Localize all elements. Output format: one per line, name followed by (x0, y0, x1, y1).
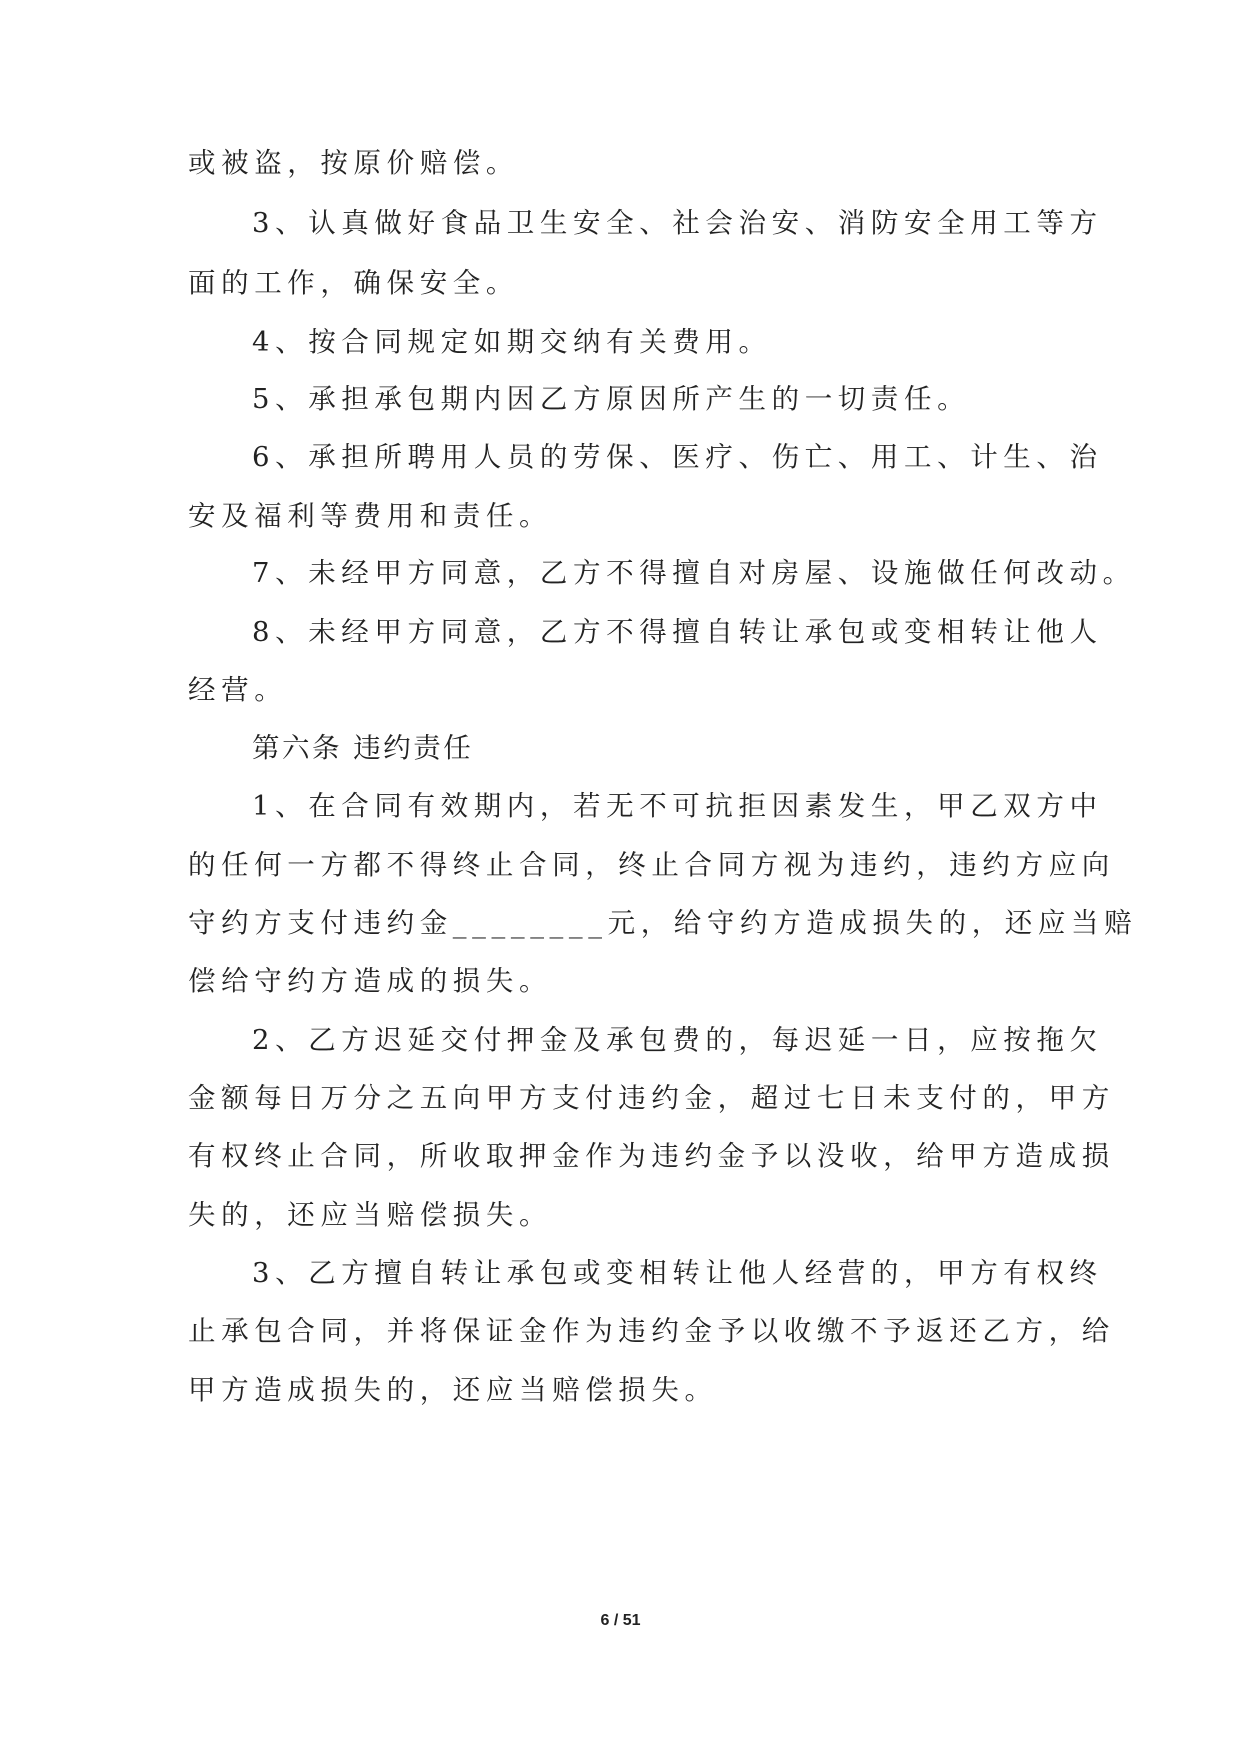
body-text-line: 有权终止合同，所收取押金作为违约金予以没收，给甲方造成损 (188, 1140, 1115, 1172)
body-text-line: 守约方支付违约金________元，给守约方造成损失的，还应当赔 (188, 907, 1138, 939)
body-text-line: 止承包合同，并将保证金作为违约金予以收缴不予返还乙方，给 (188, 1315, 1115, 1347)
body-text-line: 5、承担承包期内因乙方原因所产生的一切责任。 (252, 383, 971, 415)
body-text-line: 1、在合同有效期内，若无不可抗拒因素发生，甲乙双方中 (252, 790, 1103, 822)
body-text-line: 8、未经甲方同意，乙方不得擅自转让承包或变相转让他人 (252, 616, 1103, 648)
body-text-line: 甲方造成损失的，还应当赔偿损失。 (188, 1374, 718, 1406)
body-text-line: 3、乙方擅自转让承包或变相转让他人经营的，甲方有权终 (252, 1257, 1103, 1289)
body-text-line: 金额每日万分之五向甲方支付违约金，超过七日未支付的，甲方 (188, 1082, 1115, 1114)
body-text-line: 失的，还应当赔偿损失。 (188, 1199, 553, 1231)
body-text-line: 2、乙方迟延交付押金及承包费的，每迟延一日，应按拖欠 (252, 1024, 1103, 1056)
body-text-line: 的任何一方都不得终止合同，终止合同方视为违约，违约方应向 (188, 849, 1115, 881)
page-number: 6 / 51 (600, 1612, 641, 1629)
body-text-line: 安及福利等费用和责任。 (188, 500, 553, 532)
body-text-line: 7、未经甲方同意，乙方不得擅自对房屋、设施做任何改动。 (252, 557, 1136, 589)
body-text-line: 4、按合同规定如期交纳有关费用。 (252, 326, 772, 358)
body-text-line: 6、承担所聘用人员的劳保、医疗、伤亡、用工、计生、治 (252, 441, 1103, 473)
body-text-line: 或被盗，按原价赔偿。 (188, 147, 519, 179)
body-text-line: 偿给守约方造成的损失。 (188, 965, 553, 997)
body-text-line: 3、认真做好食品卫生安全、社会治安、消防安全用工等方 (252, 207, 1103, 239)
section-heading: 第六条 违约责任 (252, 732, 474, 764)
body-text-line: 面的工作，确保安全。 (188, 267, 519, 299)
body-text-line: 经营。 (188, 674, 288, 706)
